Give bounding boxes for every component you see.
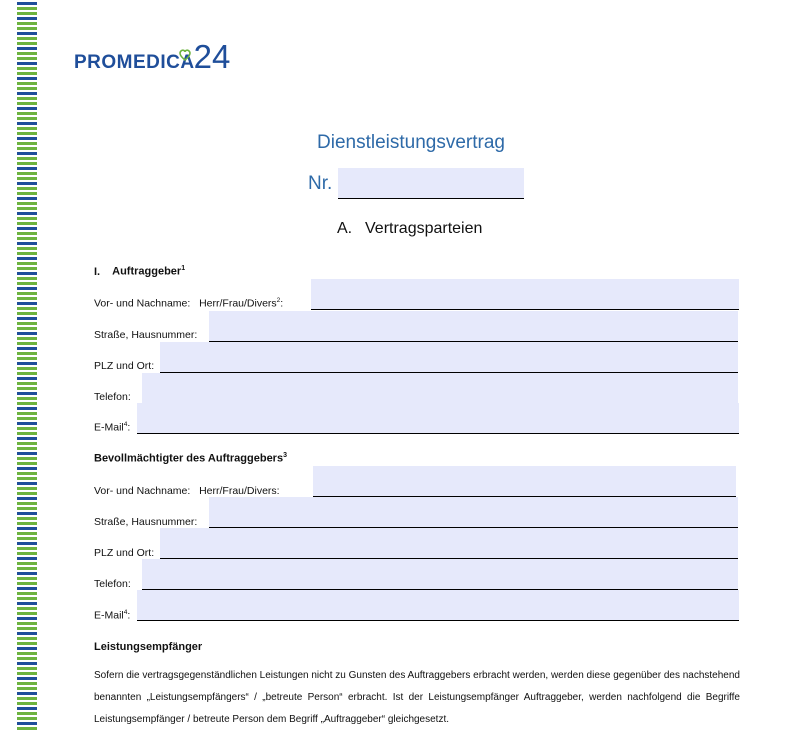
stripe-segment: [17, 82, 37, 85]
stripe-segment: [17, 667, 37, 670]
bv-zip-city-label: PLZ und Ort:: [94, 547, 155, 559]
stripe-segment: [17, 587, 37, 590]
stripe-segment: [17, 317, 37, 320]
stripe-segment: [17, 487, 37, 490]
stripe-segment: [17, 52, 37, 55]
bevollmaechtigter-heading: [94, 452, 287, 465]
stripe-segment: [17, 287, 37, 290]
stripe-segment: [17, 367, 37, 370]
stripe-segment: [17, 297, 37, 300]
bv-name-field[interactable]: [313, 466, 736, 497]
footnote-marker: 1: [181, 265, 186, 272]
stripe-segment: [17, 592, 37, 595]
stripe-segment: [17, 257, 37, 260]
stripe-segment: [17, 37, 37, 40]
stripe-segment: [17, 167, 37, 170]
stripe-segment: [17, 647, 37, 650]
footnote-marker: 3: [283, 452, 287, 459]
footnote-marker: 2: [276, 297, 281, 304]
stripe-segment: [17, 312, 37, 315]
stripe-segment: [17, 567, 37, 570]
stripe-segment: [17, 302, 37, 305]
logo-brand-text: PROMEDICA: [74, 52, 195, 73]
stripe-segment: [17, 407, 37, 410]
stripe-segment: [17, 532, 37, 535]
stripe-segment: [17, 607, 37, 610]
roman-numeral: I.: [94, 265, 101, 278]
stripe-segment: [17, 622, 37, 625]
stripe-segment: [17, 212, 37, 215]
stripe-segment: [17, 92, 37, 95]
ag-email-label: [94, 421, 130, 434]
stripe-segment: [17, 452, 37, 455]
stripe-segment: [17, 112, 37, 115]
stripe-segment: [17, 427, 37, 430]
auftraggeber-heading-text: Auftraggeber: [112, 265, 182, 278]
stripe-segment: [17, 637, 37, 640]
leistungsempfaenger-heading: Leistungsempfänger: [94, 641, 203, 653]
stripe-segment: [17, 27, 37, 30]
stripe-segment: [17, 582, 37, 585]
bv-phone-field[interactable]: [142, 559, 738, 590]
bv-email-field[interactable]: [137, 590, 739, 621]
ag-name-label: [94, 297, 283, 310]
stripe-segment: [17, 722, 37, 725]
stripe-segment: [17, 692, 37, 695]
stripe-segment: [17, 517, 37, 520]
stripe-segment: [17, 702, 37, 705]
stripe-segment: [17, 662, 37, 665]
stripe-segment: [17, 67, 37, 70]
stripe-segment: [17, 657, 37, 660]
stripe-segment: [17, 537, 37, 540]
section-a-heading: [337, 220, 482, 238]
stripe-segment: [17, 397, 37, 400]
stripe-segment: [17, 232, 37, 235]
stripe-segment: [17, 507, 37, 510]
ag-phone-label: Telefon:: [94, 391, 131, 403]
stripe-segment: [17, 47, 37, 50]
label-suffix: :: [280, 297, 284, 310]
stripe-segment: [17, 277, 37, 280]
stripe-segment: [17, 352, 37, 355]
stripe-segment: [17, 497, 37, 500]
document-title: Dienstleistungsvertrag: [317, 132, 505, 153]
stripe-segment: [17, 422, 37, 425]
stripe-segment: [17, 377, 37, 380]
stripe-segment: [17, 252, 37, 255]
stripe-segment: [17, 272, 37, 275]
stripe-segment: [17, 727, 37, 730]
stripe-segment: [17, 552, 37, 555]
stripe-segment: [17, 177, 37, 180]
stripe-segment: [17, 202, 37, 205]
stripe-segment: [17, 107, 37, 110]
stripe-segment: [17, 392, 37, 395]
label-suffix: :: [127, 421, 131, 434]
stripe-segment: [17, 672, 37, 675]
stripe-segment: [17, 222, 37, 225]
bv-street-label: Straße, Hausnummer:: [94, 516, 198, 528]
stripe-segment: [17, 562, 37, 565]
decorative-stripe: [17, 0, 37, 732]
contract-number-input[interactable]: [338, 168, 524, 199]
ag-phone-field[interactable]: [142, 373, 738, 404]
stripe-segment: [17, 182, 37, 185]
stripe-segment: [17, 342, 37, 345]
salutation-label: Herr/Frau/Divers: [199, 297, 277, 310]
stripe-segment: [17, 72, 37, 75]
stripe-segment: [17, 372, 37, 375]
stripe-segment: [17, 512, 37, 515]
stripe-segment: [17, 242, 37, 245]
stripe-segment: [17, 387, 37, 390]
stripe-segment: [17, 522, 37, 525]
stripe-segment: [17, 117, 37, 120]
stripe-segment: [17, 102, 37, 105]
label-suffix: :: [127, 609, 131, 622]
ag-name-field[interactable]: [311, 279, 739, 310]
ag-zip-city-field[interactable]: [160, 342, 738, 373]
footnote-marker: 4: [123, 421, 128, 428]
ag-street-label: Straße, Hausnummer:: [94, 329, 198, 341]
stripe-segment: [17, 417, 37, 420]
stripe-segment: [17, 187, 37, 190]
stripe-segment: [17, 227, 37, 230]
auftraggeber-heading: [94, 265, 185, 278]
stripe-segment: [17, 707, 37, 710]
stripe-segment: [17, 292, 37, 295]
stripe-segment: [17, 207, 37, 210]
stripe-segment: [17, 687, 37, 690]
stripe-segment: [17, 617, 37, 620]
field-label: Vor- und Nachname:: [94, 297, 191, 310]
contract-number-row: [308, 168, 524, 199]
stripe-segment: [17, 307, 37, 310]
stripe-segment: [17, 632, 37, 635]
stripe-segment: [17, 347, 37, 350]
section-title: Vertragsparteien: [365, 220, 483, 237]
stripe-segment: [17, 217, 37, 220]
stripe-segment: [17, 247, 37, 250]
stripe-segment: [17, 697, 37, 700]
stripe-segment: [17, 162, 37, 165]
field-label: Vor- und Nachname:: [94, 485, 191, 497]
stripe-segment: [17, 12, 37, 15]
stripe-segment: [17, 627, 37, 630]
ag-zip-city-label: PLZ und Ort:: [94, 360, 155, 372]
stripe-segment: [17, 602, 37, 605]
stripe-segment: [17, 572, 37, 575]
stripe-segment: [17, 457, 37, 460]
stripe-segment: [17, 332, 37, 335]
stripe-segment: [17, 62, 37, 65]
stripe-segment: [17, 77, 37, 80]
bv-zip-city-field[interactable]: [160, 528, 738, 559]
bv-email-label: [94, 609, 130, 622]
stripe-segment: [17, 57, 37, 60]
stripe-segment: [17, 577, 37, 580]
stripe-segment: [17, 677, 37, 680]
stripe-segment: [17, 7, 37, 10]
leistungsempfaenger-paragraph: Sofern die vertragsgegenständlichen Leistungen nicht zu Gunsten des Auftraggebers erbracht werden, werden diese gegenüber des nachstehend benannten „Leistungsempfängers“ / „betreute Person“ erbracht. Ist der Leistungsempfänger Auftraggeber, werden nachfolgend die Begriffe Leistungsempfänger / betreute Person dem Begriff „Auftraggeber“ gleichgesetzt.: [94, 670, 740, 725]
stripe-segment: [17, 547, 37, 550]
stripe-segment: [17, 597, 37, 600]
stripe-segment: [17, 192, 37, 195]
stripe-segment: [17, 402, 37, 405]
stripe-segment: [17, 282, 37, 285]
field-label: E-Mail: [94, 609, 124, 622]
stripe-segment: [17, 477, 37, 480]
footnote-marker: 4: [123, 609, 128, 616]
stripe-segment: [17, 237, 37, 240]
stripe-segment: [17, 492, 37, 495]
stripe-segment: [17, 482, 37, 485]
stripe-segment: [17, 2, 37, 5]
bevollmaechtigter-heading-text: Bevollmächtigter des Auftraggebers: [94, 452, 284, 465]
heart-icon: [178, 48, 192, 62]
bv-street-field[interactable]: [209, 497, 738, 528]
stripe-segment: [17, 612, 37, 615]
stripe-segment: [17, 642, 37, 645]
stripe-segment: [17, 327, 37, 330]
stripe-segment: [17, 467, 37, 470]
stripe-segment: [17, 717, 37, 720]
stripe-segment: [17, 197, 37, 200]
stripe-segment: [17, 157, 37, 160]
salutation-label: Herr/Frau/Divers:: [199, 485, 280, 497]
stripe-segment: [17, 42, 37, 45]
section-number: A.: [337, 220, 353, 237]
stripe-segment: [17, 322, 37, 325]
stripe-segment: [17, 262, 37, 265]
stripe-segment: [17, 712, 37, 715]
stripe-segment: [17, 122, 37, 125]
bv-name-label: [94, 485, 280, 497]
stripe-segment: [17, 382, 37, 385]
promedica-logo: [74, 36, 231, 76]
ag-email-field[interactable]: [137, 403, 739, 434]
stripe-segment: [17, 172, 37, 175]
stripe-segment: [17, 32, 37, 35]
bv-phone-label: Telefon:: [94, 578, 131, 590]
stripe-segment: [17, 432, 37, 435]
stripe-segment: [17, 682, 37, 685]
stripe-segment: [17, 127, 37, 130]
stripe-segment: [17, 97, 37, 100]
stripe-segment: [17, 337, 37, 340]
stripe-segment: [17, 542, 37, 545]
stripe-segment: [17, 87, 37, 90]
stripe-segment: [17, 17, 37, 20]
field-label: E-Mail: [94, 421, 124, 434]
stripe-segment: [17, 412, 37, 415]
stripe-segment: [17, 557, 37, 560]
stripe-segment: [17, 447, 37, 450]
ag-street-field[interactable]: [209, 311, 738, 342]
logo-number: 24: [193, 38, 231, 76]
stripe-segment: [17, 527, 37, 530]
stripe-segment: [17, 437, 37, 440]
stripe-segment: [17, 652, 37, 655]
stripe-segment: [17, 267, 37, 270]
stripe-segment: [17, 462, 37, 465]
contract-number-label: Nr.: [308, 173, 333, 194]
stripe-segment: [17, 472, 37, 475]
stripe-segment: [17, 362, 37, 365]
stripe-segment: [17, 442, 37, 445]
stripe-segment: [17, 22, 37, 25]
stripe-segment: [17, 357, 37, 360]
stripe-segment: [17, 502, 37, 505]
